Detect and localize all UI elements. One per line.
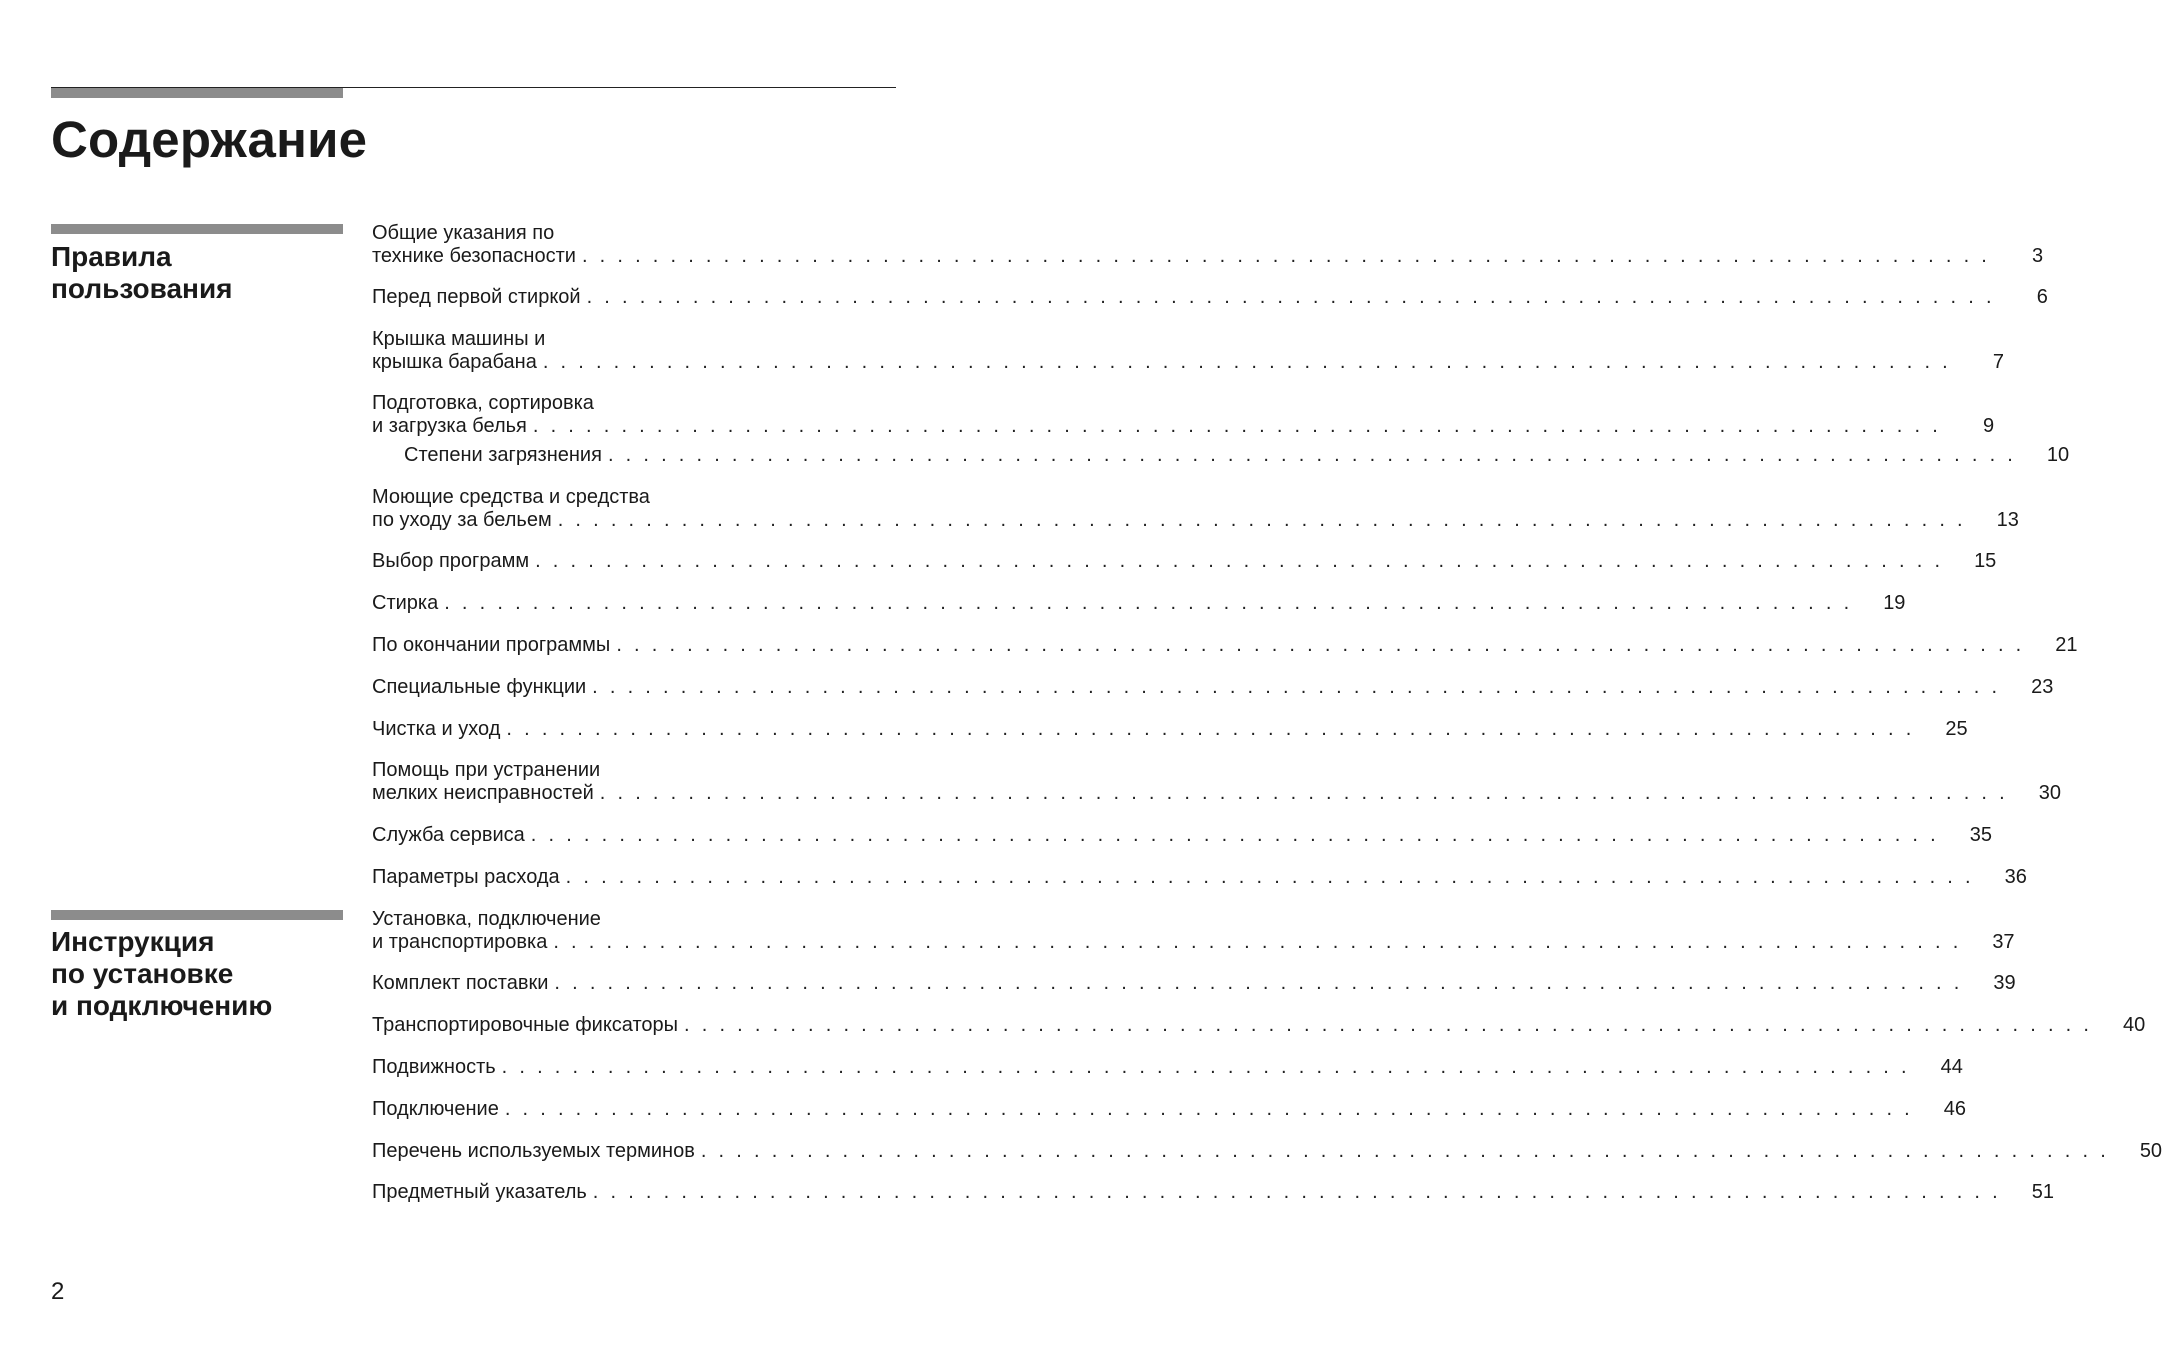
toc-page-number: 10 <box>2046 444 2070 466</box>
toc-page-number: 7 <box>1992 351 2005 373</box>
toc-entry[interactable] <box>372 908 2015 954</box>
toc-entry-title: Подвижность <box>372 1056 496 1078</box>
toc-dot-leader: . . . . . . . . . . . . . . . . . . . . . . . . . . . . . . . . . . . . . . . . . . . . . . . . . . . . . . . . . . . . . . . . . . . . . . . . . . . . . . . . <box>553 931 1962 953</box>
toc-entry-title: по уходу за бельем <box>372 509 552 531</box>
toc-page-number: 13 <box>1996 509 2019 531</box>
toc-page-number: 3 <box>2032 245 2044 267</box>
toc-dot-leader: . . . . . . . . . . . . . . . . . . . . . . . . . . . . . . . . . . . . . . . . . . . . . . . . . . . . . . . . . . . . . . . . . . . . . . . . . . . . . . . . <box>565 866 1974 888</box>
toc-entry[interactable] <box>372 222 2044 268</box>
top-rule-accent <box>51 88 343 98</box>
toc-dot-leader: . . . . . . . . . . . . . . . . . . . . . . . . . . . . . . . . . . . . . . . . . . . . . . . . . . . . . . . . . . . . . . . . . . . . . . . . . . . . . . . . <box>444 592 1853 614</box>
toc-page-number: 6 <box>2036 286 2048 308</box>
toc-dot-leader: . . . . . . . . . . . . . . . . . . . . . . . . . . . . . . . . . . . . . . . . . . . . . . . . . . . . . . . . . . . . . . . . . . . . . . . . . . . . . . . . <box>700 1140 2110 1162</box>
toc-entry-title-line: Подготовка, сортировка <box>372 392 594 414</box>
section-heading-installation: Инструкция по установке и подключению <box>51 926 273 1021</box>
toc-entry[interactable] <box>372 486 2019 532</box>
toc-entry-title: Служба сервиса <box>372 824 525 846</box>
toc-entry[interactable] <box>372 824 1993 847</box>
toc-page-number: 15 <box>1974 550 1997 572</box>
toc-dot-leader: . . . . . . . . . . . . . . . . . . . . . . . . . . . . . . . . . . . . . . . . . . . . . . . . . . . . . . . . . . . . . . . . . . . . . . . . . . . . . . . . <box>542 351 1952 373</box>
toc-dot-leader: . . . . . . . . . . . . . . . . . . . . . . . . . . . . . . . . . . . . . . . . . . . . . . . . . . . . . . . . . . . . . . . . . . . . . . . . . . . . . . . . <box>586 286 1995 308</box>
toc-entry[interactable] <box>372 866 2027 889</box>
toc-entry[interactable] <box>372 1140 2162 1163</box>
toc-entry-title: Степени загрязнения <box>404 444 602 466</box>
toc-entry-title: Подключение <box>372 1098 499 1120</box>
toc-entry-title: Перечень используемых терминов <box>372 1140 695 1162</box>
toc-page-number: 30 <box>2038 782 2062 804</box>
toc-entry[interactable] <box>372 676 2054 699</box>
toc-entry-title: Выбор программ <box>372 550 530 572</box>
page-title: Содержание <box>51 111 368 168</box>
toc-page-number: 23 <box>2031 676 2054 698</box>
toc-entry[interactable] <box>372 718 1968 741</box>
toc-page-number: 21 <box>2055 634 2078 656</box>
toc-page-number: 44 <box>1940 1056 1963 1078</box>
toc-entry[interactable] <box>372 1098 1967 1121</box>
toc-entry-title: Специальные функции <box>372 676 587 698</box>
toc-entry-title: Перед первой стиркой <box>372 286 581 308</box>
toc-page-number: 9 <box>1982 415 1995 437</box>
toc-entry-title-line: Общие указания по <box>372 222 555 244</box>
toc-entry[interactable] <box>372 444 2070 467</box>
toc-entry[interactable] <box>372 634 2078 657</box>
toc-page-number: 19 <box>1883 592 1906 614</box>
toc-dot-leader: . . . . . . . . . . . . . . . . . . . . . . . . . . . . . . . . . . . . . . . . . . . . . . . . . . . . . . . . . . . . . . . . . . . . . . . . . . . . . . . . <box>557 509 1966 531</box>
toc-entry-title: Стирка <box>372 592 439 614</box>
section-heading-usage: Правила пользования <box>51 241 233 304</box>
toc-entry[interactable] <box>372 550 1997 573</box>
toc-entry-title: Транспортировочные фиксаторы <box>372 1014 679 1036</box>
toc-entry-title: мелких неисправностей <box>372 782 594 804</box>
toc-entry[interactable] <box>372 1181 2055 1204</box>
toc-page-number: 25 <box>1945 718 1968 740</box>
toc-page-number: 37 <box>1992 931 2015 953</box>
toc-dot-leader: . . . . . . . . . . . . . . . . . . . . . . . . . . . . . . . . . . . . . . . . . . . . . . . . . . . . . . . . . . . . . . . . . . . . . . . . . . . . . . . . <box>554 972 1963 994</box>
toc-entry-title: и транспортировка <box>372 931 548 953</box>
toc-entry-title: По окончании программы <box>372 634 611 656</box>
toc-entry[interactable] <box>372 1056 1963 1079</box>
toc-entry[interactable] <box>372 592 1906 615</box>
toc-entry-title-line: Установка, подключение <box>372 908 601 930</box>
toc-entry-title-line: Крышка машины и <box>372 328 546 350</box>
toc-dot-leader: . . . . . . . . . . . . . . . . . . . . . . . . . . . . . . . . . . . . . . . . . . . . . . . . . . . . . . . . . . . . . . . . . . . . . . . . . . . . . . . . <box>607 444 2017 466</box>
page-number: 2 <box>51 1278 65 1305</box>
toc-entry[interactable] <box>372 328 2005 374</box>
toc-page-number: 46 <box>1943 1098 1967 1120</box>
toc-dot-leader: . . . . . . . . . . . . . . . . . . . . . . . . . . . . . . . . . . . . . . . . . . . . . . . . . . . . . . . . . . . . . . . . . . . . . . . . . . . . . . . . <box>599 782 2009 804</box>
toc-entry-title: крышка барабана <box>372 351 537 373</box>
toc-entry[interactable] <box>372 759 2062 805</box>
toc-page-number: 50 <box>2139 1140 2162 1162</box>
toc-entry[interactable] <box>372 1014 2146 1037</box>
toc-page-number: 40 <box>2123 1014 2146 1036</box>
toc-dot-leader: . . . . . . . . . . . . . . . . . . . . . . . . . . . . . . . . . . . . . . . . . . . . . . . . . . . . . . . . . . . . . . . . . . . . . . . . . . . . . . . . <box>501 1056 1910 1078</box>
toc-dot-leader: . . . . . . . . . . . . . . . . . . . . . . . . . . . . . . . . . . . . . . . . . . . . . . . . . . . . . . . . . . . . . . . . . . . . . . . . . . . . . . . . <box>592 1181 2002 1203</box>
toc-entry-title-line: Моющие средства и средства <box>372 486 650 508</box>
section-bar-usage <box>51 224 343 234</box>
toc-entry[interactable] <box>372 286 2048 309</box>
toc-entry-title-line: Помощь при устранении <box>372 759 601 781</box>
toc-dot-leader: . . . . . . . . . . . . . . . . . . . . . . . . . . . . . . . . . . . . . . . . . . . . . . . . . . . . . . . . . . . . . . . . . . . . . . . . . . . . . . . . <box>532 415 1942 437</box>
toc-entry-title: и загрузка белья <box>372 415 527 437</box>
toc-dot-leader: . . . . . . . . . . . . . . . . . . . . . . . . . . . . . . . . . . . . . . . . . . . . . . . . . . . . . . . . . . . . . . . . . . . . . . . . . . . . . . . . <box>684 1014 2093 1036</box>
toc-entry-title: Комплект поставки <box>372 972 549 994</box>
toc-page-number: 35 <box>1969 824 1993 846</box>
toc-dot-leader: . . . . . . . . . . . . . . . . . . . . . . . . . . . . . . . . . . . . . . . . . . . . . . . . . . . . . . . . . . . . . . . . . . . . . . . . . . . . . . . . <box>616 634 2025 656</box>
toc-entry[interactable] <box>372 972 2016 995</box>
toc-page-number: 36 <box>2004 866 2027 888</box>
toc-dot-leader: . . . . . . . . . . . . . . . . . . . . . . . . . . . . . . . . . . . . . . . . . . . . . . . . . . . . . . . . . . . . . . . . . . . . . . . . . . . . . . . . <box>592 676 2001 698</box>
toc-page-number: 39 <box>1993 972 2016 994</box>
toc-entry[interactable] <box>372 392 1995 438</box>
toc-dot-leader: . . . . . . . . . . . . . . . . . . . . . . . . . . . . . . . . . . . . . . . . . . . . . . . . . . . . . . . . . . . . . . . . . . . . . . . . . . . . . . . . <box>504 1098 1914 1120</box>
toc-dot-leader: . . . . . . . . . . . . . . . . . . . . . . . . . . . . . . . . . . . . . . . . . . . . . . . . . . . . . . . . . . . . . . . . . . . . . . . . . . . . . . . . <box>530 824 1940 846</box>
section-bar-installation <box>51 910 343 920</box>
toc-dot-leader: . . . . . . . . . . . . . . . . . . . . . . . . . . . . . . . . . . . . . . . . . . . . . . . . . . . . . . . . . . . . . . . . . . . . . . . . . . . . . . . . <box>581 245 1991 267</box>
toc-entry-title: Предметный указатель <box>372 1181 587 1203</box>
toc-dot-leader: . . . . . . . . . . . . . . . . . . . . . . . . . . . . . . . . . . . . . . . . . . . . . . . . . . . . . . . . . . . . . . . . . . . . . . . . . . . . . . . . <box>535 550 1944 572</box>
toc-entry-title: Параметры расхода <box>372 866 560 888</box>
toc-entry-title: Чистка и уход <box>372 718 501 740</box>
toc-page-number: 51 <box>2031 1181 2055 1203</box>
toc-dot-leader: . . . . . . . . . . . . . . . . . . . . . . . . . . . . . . . . . . . . . . . . . . . . . . . . . . . . . . . . . . . . . . . . . . . . . . . . . . . . . . . . <box>506 718 1915 740</box>
toc-entry-title: технике безопасности <box>372 245 576 267</box>
